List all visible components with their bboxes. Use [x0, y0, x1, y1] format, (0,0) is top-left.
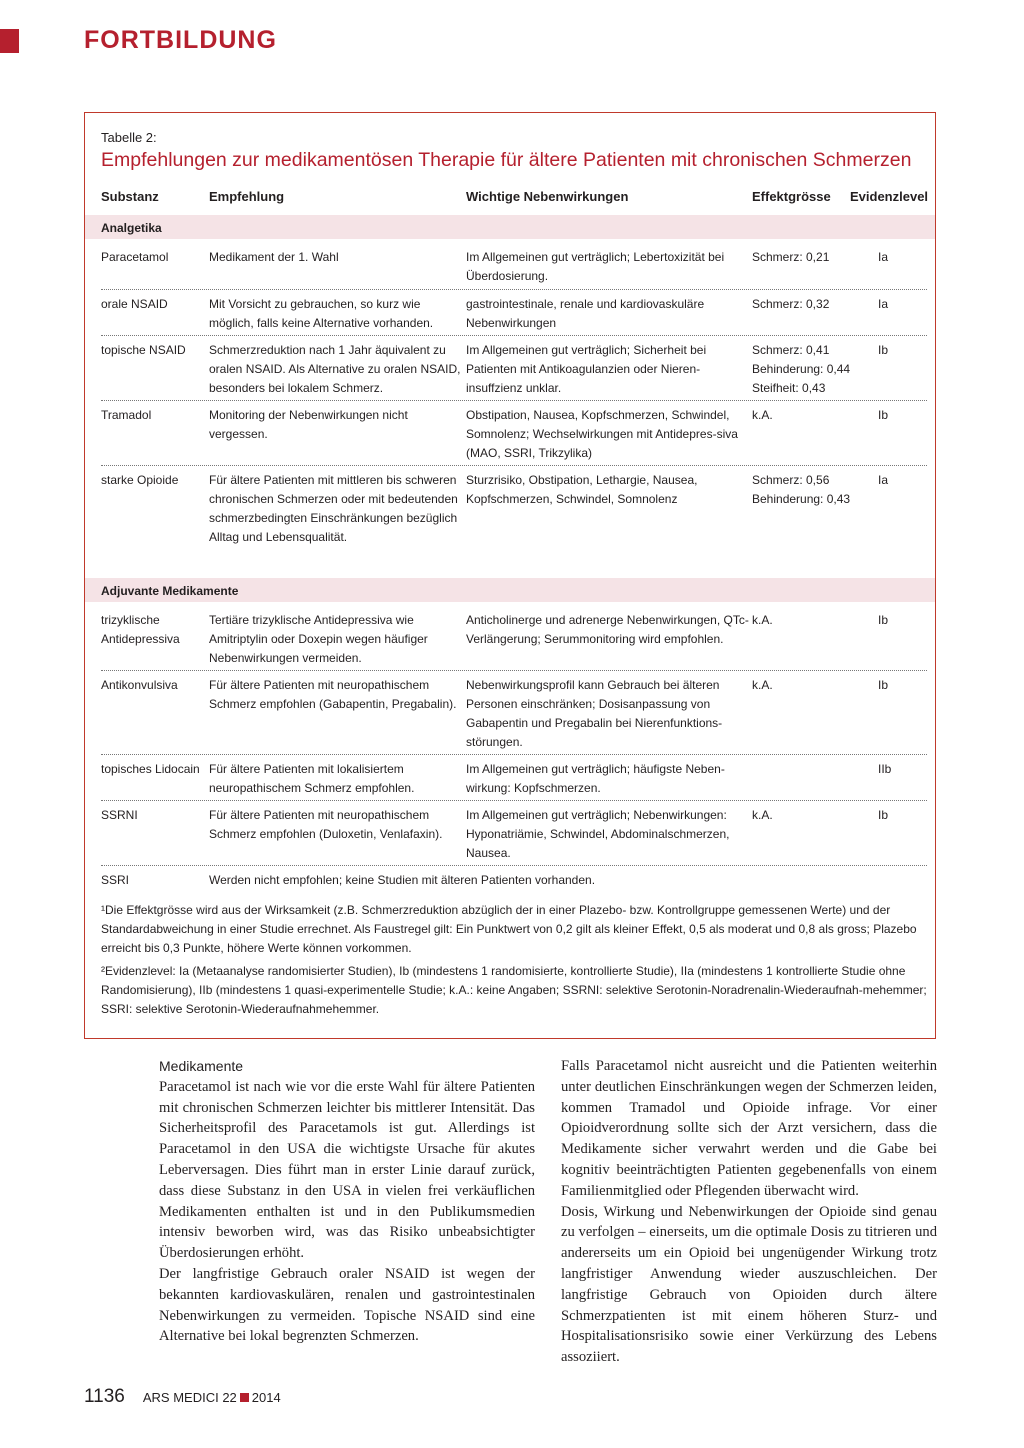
cell-evidence-level: Ia [878, 250, 889, 264]
cell-evidence-level: Ib [878, 343, 889, 357]
cell-effect-size: k.A. [752, 408, 773, 422]
page-number: 1136 [84, 1386, 125, 1407]
cell-recommendation: Für ältere Patienten mit lokalisiertem neuropathischem Schmerz empfohlen. [209, 762, 415, 795]
cell-recommendation: Medikament der 1. Wahl [209, 250, 339, 264]
header-empfehlung: Empfehlung [209, 189, 285, 204]
cell-side-effects: Obstipation, Nausea, Kopfschmerzen, Schwindel, Somnolenz; Wechselwirkungen mit Antidepres-siva (MAO, SSRI, Trikzylika) [466, 408, 738, 460]
cell-side-effects: Im Allgemeinen gut verträglich; häufigste Neben-wirkung: Kopfschmerzen. [466, 762, 725, 795]
cell-side-effects: Nebenwirkungsprofil kann Gebrauch bei älteren Personen einschränken; Dosisanpassung von Gabapentin und Pregabalin bei Nierenfunktions-störungen. [466, 678, 723, 749]
table-box [84, 112, 936, 1039]
cell-effect-size: k.A. [752, 808, 773, 822]
cell-evidence-level: Ib [878, 678, 889, 692]
group-name: Adjuvante Medikamente [101, 584, 239, 598]
cell-evidence-level: Ia [878, 473, 889, 487]
cell-effect-size: k.A. [752, 678, 773, 692]
body-column-left [159, 1056, 535, 1347]
footnote-evidence-level: ²Evidenzlevel: Ia (Metaanalyse randomisierter Studien), Ib (mindestens 1 randomisierte, kontrollierte Studie), IIa (mindestens 1 kontrollierte Studie ohne Randomisierung), IIb (mindestens 1 quasi-experimentelle Studie; k.A.: keine Angaben; SSRNI: selektive Serotonin-Noradrenalin-Wiederaufnah-mehemmer; SSRI: selektive Serotonin-Wiederaufnahmehemmer. [101, 964, 927, 1016]
header-effektgroesse: Effektgrösse [752, 189, 831, 204]
row-separator [101, 465, 927, 466]
cell-side-effects: Sturzrisiko, Obstipation, Lethargie, Nausea, Kopfschmerzen, Schwindel, Somnolenz [466, 473, 698, 506]
cell-substance: Tramadol [101, 408, 152, 422]
page-footer [84, 1386, 281, 1408]
row-separator [101, 865, 927, 866]
cell-substance: orale NSAID [101, 297, 168, 311]
cell-substance: Antikonvulsiva [101, 678, 178, 692]
cell-effect-size: Schmerz: 0,21 [752, 250, 830, 264]
cell-recommendation: Für ältere Patienten mit mittleren bis schweren chronischen Schmerzen oder mit bedeutenden schmerzbedingten Einschränkungen bezüglich Alltag und Lebensqualität. [209, 473, 458, 544]
body-paragraph: Dosis, Wirkung und Nebenwirkungen der Opioide sind genau zu verfolgen – einerseits, um die optimale Dosis zu titrieren und andererseits um ein Opioid bei ungenügender Wirkung trotz langfristiger Anwendung wieder auszuschleichen. Der langfristige Gebrauch von Opioiden durch ältere Schmerzpatienten ist mit einem höheren Sturz- und Hospitalisationsrisiko sowie einer Verkürzung des Lebens assoziiert. [561, 1203, 937, 1366]
cell-recommendation: Monitoring der Nebenwirkungen nicht vergessen. [209, 408, 408, 441]
section-color-bar [0, 29, 19, 53]
cell-effect-size: Schmerz: 0,32 [752, 297, 830, 311]
body-paragraph: Paracetamol ist nach wie vor die erste Wahl für ältere Patienten mit chronischen Schmerzen leichter bis mittlerer Intensität. Das Sicherheitsprofil des Paracetamols ist gut. Allerdings ist Paracetamol in den USA die wichtigste Ursache für akutes Leberversagen. Dies führt man in erster Linie darauf zurück, dass diese Substanz in den USA in vielen frei verkäuflichen Medikamenten enthalten ist und in den Publikumsmedien intensiv beworben wird, was das Risiko unbeabsichtigter Überdosierungen erhöht. [159, 1078, 535, 1262]
row-separator [101, 754, 927, 755]
row-separator [101, 289, 927, 290]
cell-substance: SSRI [101, 873, 130, 887]
row-separator [101, 670, 927, 671]
header-nebenwirkungen: Wichtige Nebenwirkungen [466, 189, 629, 204]
group-header [85, 215, 935, 239]
group-name: Analgetika [101, 221, 162, 235]
cell-effect-size: k.A. [752, 613, 773, 627]
header-substanz: Substanz [101, 189, 159, 204]
cell-recommendation: Für ältere Patienten mit neuropathischem Schmerz empfohlen (Gabapentin, Pregabalin). [209, 678, 457, 711]
cell-evidence-level: Ib [878, 808, 889, 822]
table-header-row [85, 185, 935, 213]
cell-evidence-level: Ib [878, 613, 889, 627]
group-header [85, 578, 935, 602]
header-evidenzlevel: Evidenzlevel [850, 189, 929, 204]
cell-substance: trizyklische Antidepressiva [101, 613, 180, 646]
cell-substance: starke Opioide [101, 473, 179, 487]
journal-issue: ARS MEDICI 22 [142, 1390, 237, 1405]
body-paragraph: Der langfristige Gebrauch oraler NSAID ist wegen der bekannten kardiovaskulären, renalen und gastrointestinalen Nebenwirkungen zu vermeiden. Topische NSAID sind eine Alternative bei lokal begrenzten Schmerzen. [159, 1265, 535, 1345]
body-heading: Medikamente [159, 1058, 244, 1074]
cell-recommendation: Tertiäre trizyklische Antidepressiva wie Amitriptylin oder Doxepin wegen häufiger Nebenwirkungen vermeiden. [209, 613, 428, 665]
cell-effect-size: Schmerz: 0,56 Behinderung: 0,43 [752, 473, 851, 506]
cell-substance: topisches Lidocain [101, 762, 200, 776]
journal-year: 2014 [251, 1390, 281, 1405]
body-column-right [561, 1056, 937, 1368]
row-separator [101, 400, 927, 401]
cell-recommendation: Für ältere Patienten mit neuropathischem Schmerz empfohlen (Duloxetin, Venlafaxin). [209, 808, 443, 841]
cell-side-effects: Anticholinerge und adrenerge Nebenwirkungen, QTc-Verlängerung; Serummonitoring wird empfohlen. [466, 613, 749, 646]
row-separator [101, 800, 927, 801]
cell-effect-size: Schmerz: 0,41 Behinderung: 0,44 Steifheit: 0,43 [752, 343, 851, 395]
cell-substance: SSRNI [101, 808, 138, 822]
cell-recommendation: Werden nicht empfohlen; keine Studien mit älteren Patienten vorhanden. [209, 873, 596, 887]
cell-side-effects: Im Allgemeinen gut verträglich; Sicherheit bei Patienten mit Antikoagulanzien oder Nieren-insuffzienz unklar. [466, 343, 707, 395]
cell-side-effects: Im Allgemeinen gut verträglich; Nebenwirkungen: Hyponatriämie, Schwindel, Abdominalschmerzen, Nausea. [466, 808, 730, 860]
cell-side-effects: gastrointestinale, renale und kardiovaskuläre Nebenwirkungen [466, 297, 705, 330]
cell-substance: Paracetamol [101, 250, 169, 264]
cell-evidence-level: Ib [878, 408, 889, 422]
cell-evidence-level: Ia [878, 297, 889, 311]
section-title: FORTBILDUNG [84, 26, 277, 54]
cell-recommendation: Schmerzreduktion nach 1 Jahr äquivalent zu oralen NSAID. Als Alternative zu oralen NSAID, besonders bei lokalem Schmerz. [209, 343, 461, 395]
cell-substance: topische NSAID [101, 343, 186, 357]
row-separator [101, 335, 927, 336]
body-paragraph: Falls Paracetamol nicht ausreicht und die Patienten weiterhin unter deutlichen Einschränkungen wegen der Schmerzen leiden, kommen Tramadol und Opioide infrage. Vor einer Opioidverordnung sollte sich der Arzt versichern, dass die Medikamente sicher verwahrt werden und die Gabe bei kognitiv beeinträchtigten Patienten gegebenenfalls von einem Familienmitglied oder Pflegenden überwacht wird. [561, 1058, 937, 1199]
footnote-effect-size: ¹Die Effektgrösse wird aus der Wirksamkeit (z.B. Schmerzreduktion abzüglich der in einer Plazebo- bzw. Kontrollgruppe gemessenen Werte) und der Standardabweichung in einer Studie errechnet. Als Faustregel gilt: Ein Punktwert von 0,2 gilt als kleiner Effekt, 0,5 als moderat und 0,8 als gross; Plazebo erreicht bis 0,3 Punkte, höhere Werte können vorkommen. [101, 903, 917, 955]
cell-recommendation: Mit Vorsicht zu gebrauchen, so kurz wie möglich, falls keine Alternative vorhanden. [209, 297, 434, 330]
table-label: Tabelle 2: [101, 130, 157, 145]
table-title: Empfehlungen zur medikamentösen Therapie für ältere Patienten mit chronischen Schmerzen [101, 149, 912, 171]
cell-evidence-level: IIb [878, 762, 892, 776]
footer-square [240, 1393, 249, 1402]
cell-side-effects: Im Allgemeinen gut verträglich; Lebertoxizität bei Überdosierung. [466, 250, 725, 283]
